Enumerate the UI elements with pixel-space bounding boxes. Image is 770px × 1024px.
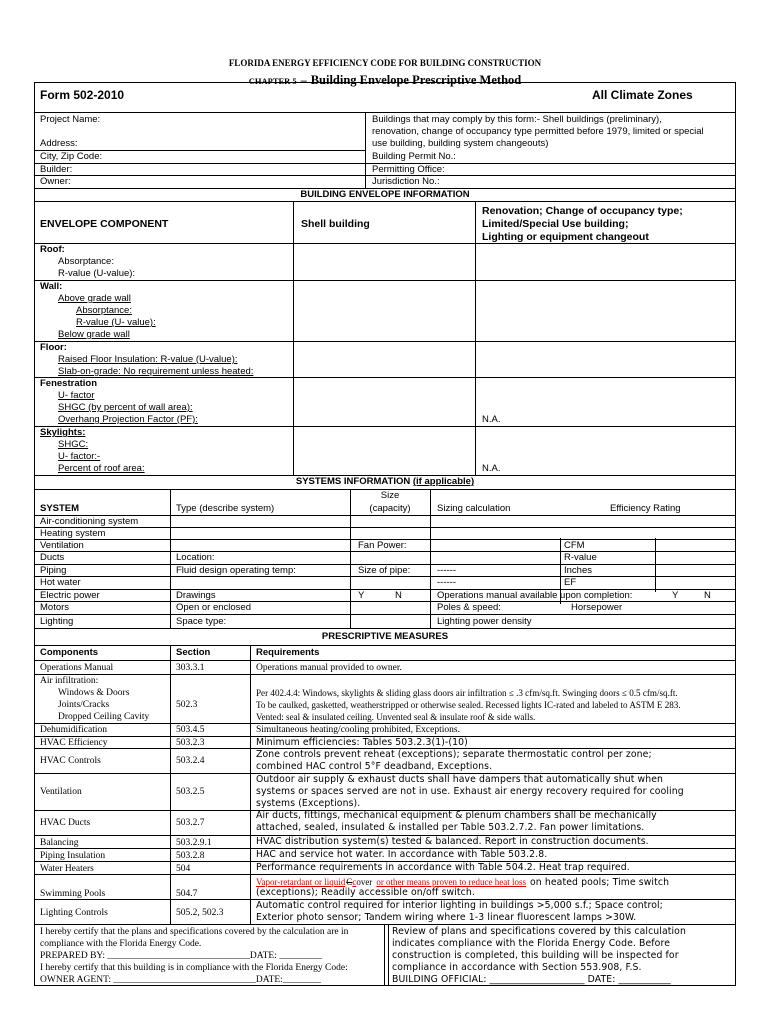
sky-ufactor-label: U- factor:-: [58, 451, 101, 462]
slab-label: Slab-on-grade: No requirement unless heated:: [58, 366, 254, 377]
cert-right-1: Review of plans and specifications covered by this calculation: [392, 926, 686, 937]
rule: [34, 201, 736, 202]
chapter-dash: –: [300, 73, 307, 87]
cfm-label: CFM: [564, 540, 585, 551]
rule: [34, 82, 736, 83]
requirements-heading: Requirements: [256, 647, 320, 658]
comp-hvac-efficiency: HVAC Efficiency: [40, 738, 108, 748]
wall-rvalue-label: R-value (U- value):: [76, 317, 156, 328]
rule: [655, 538, 656, 592]
req-balancing: HVAC distribution system(s) tested & balanced. Report in construction documents.: [256, 836, 649, 847]
roof-rvalue-label: R-value (U-value):: [58, 268, 136, 279]
section-heading: Section: [176, 647, 211, 658]
cert-right-3: construction is completed, this building will be inspected for: [392, 950, 679, 961]
size-pipe-label: Size of pipe:: [358, 565, 411, 576]
comp-windows-doors: Windows & Doors: [58, 688, 130, 698]
rule: [34, 175, 366, 176]
type-heading: Type (describe system): [176, 503, 275, 514]
efficiency-heading: Efficiency Rating: [610, 503, 681, 514]
comp-hvac-controls: HVAC Controls: [40, 756, 101, 766]
components-heading: Components: [40, 647, 99, 658]
pool-other-means-text: or other means proven to reduce heat loss: [376, 877, 527, 887]
cert-right-2: indicates compliance with the Florida Energy Code. Before: [392, 938, 671, 949]
req-piping-insulation: HAC and service hot water. In accordance with Table 503.2.8.: [256, 849, 548, 860]
cert-left-1: I hereby certify that the plans and specifications covered by the calculation are in: [40, 927, 349, 937]
comp-operations-manual: Operations Manual: [40, 663, 114, 673]
renovation-heading-1: Renovation; Change of occupancy type;: [482, 205, 683, 217]
fan-power-label: Fan Power:: [358, 540, 407, 551]
pool-vapor-retardant-text: Vapor-retardant or liquid: [256, 877, 346, 887]
sky-shgc-label: SHGC:: [58, 439, 89, 450]
sec-hvac-controls: 503.2.4: [176, 756, 205, 766]
comp-swimming-pools: Swimming Pools: [40, 889, 106, 899]
systems-title: SYSTEMS INFORMATION: [295, 476, 411, 487]
climate-zones: All Climate Zones: [592, 88, 693, 102]
req-dehumidification: Simultaneous heating/cooling prohibited, Exceptions.: [256, 725, 460, 735]
rule: [34, 674, 736, 675]
rule: [170, 489, 171, 629]
rule: [34, 243, 736, 244]
rule: [388, 924, 389, 986]
sec-piping-insulation: 503.2.8: [176, 851, 205, 861]
pool-inserted-letter: c: [352, 877, 357, 887]
eligibility-line-2: renovation, change of occupancy type permitted before 1979, limited or special: [372, 126, 704, 137]
renovation-heading-2: Limited/Special Use building;: [482, 218, 629, 230]
eligibility-line-3: use building, building system changeouts): [372, 138, 549, 149]
building-official-line: BUILDING OFFICIAL: ____________________ DATE: ___________: [392, 974, 671, 985]
rule: [34, 341, 736, 342]
wall-heading: Wall:: [40, 281, 63, 292]
comp-joints-cracks: Joints/Cracks: [58, 700, 110, 710]
sys-row-heating: Heating system: [40, 528, 106, 539]
raised-floor-label: Raised Floor Insulation: R-value (U-value):: [58, 354, 238, 365]
project-name-label: Project Name:: [40, 114, 101, 125]
sys-row-piping: Piping: [40, 565, 67, 576]
req-ventilation-3: systems (Exceptions).: [256, 798, 361, 809]
sizing-heading: Sizing calculation: [437, 503, 511, 514]
method-title: Building Envelope Prescriptive Method: [310, 73, 522, 87]
na-fenestration: N.A.: [482, 414, 501, 425]
below-grade-wall-label: Below grade wall: [58, 329, 130, 340]
sec-hvac-efficiency: 503.2.3: [176, 738, 205, 748]
sec-water-heaters: 504: [176, 864, 191, 874]
rule: [34, 614, 736, 615]
sec-swimming-pools: 504.7: [176, 889, 198, 899]
address-label: Address:: [40, 138, 78, 149]
chapter-line: [0, 71, 770, 89]
prescriptive-section-title: PRESCRIPTIVE MEASURES: [321, 631, 449, 642]
permit-no-label: Building Permit No.:: [372, 151, 456, 162]
comp-lighting-controls: Lighting Controls: [40, 908, 108, 918]
comp-piping-insulation: Piping Insulation: [40, 851, 106, 861]
envelope-component-heading: ENVELOPE COMPONENT: [40, 218, 169, 230]
sec-ventilation: 503.2.5: [176, 787, 205, 797]
shell-building-heading: Shell building: [301, 218, 370, 230]
sys-row-hot-water: Hot water: [40, 577, 81, 588]
owner-label: Owner:: [40, 176, 71, 187]
req-ventilation-2: systems or spaces served are not in use. Exhaust air energy recovery required for cooling: [256, 786, 684, 797]
wall-absorptance-label: Absorptance:: [76, 305, 132, 316]
rule: [34, 150, 366, 151]
cert-left-2: compliance with the Florida Energy Code.: [40, 939, 202, 949]
permitting-office-label: Permitting Office:: [372, 164, 445, 175]
floor-heading: Floor:: [40, 342, 67, 353]
sec-operations-manual: 303.3.1: [176, 663, 205, 673]
comp-water-heaters: Water Heaters: [40, 864, 94, 874]
na-skylights: N.A.: [482, 463, 501, 474]
fluid-temp-label: Fluid design operating temp:: [176, 565, 296, 576]
rule: [34, 515, 736, 516]
pool-time-switch-text: on heated pools; Time switch: [530, 877, 670, 888]
fenestration-heading: Fenestration: [40, 378, 98, 389]
rule: [34, 660, 736, 661]
rule: [34, 112, 736, 113]
rule: [34, 426, 736, 427]
sec-lighting-controls: 505.2, 502.3: [176, 908, 224, 918]
dash-2: ------: [437, 577, 456, 588]
req-swimming-pools-2: (exceptions); Readily accessible on/off switch.: [256, 887, 475, 898]
req-air-infiltration-2: To be caulked, gasketted, weatherstripped or otherwise sealed. Recessed lights IC-rated and labeled to ASTM E 283.: [256, 700, 681, 710]
rule: [430, 489, 431, 629]
poles-speed-label: Poles & speed:: [437, 602, 501, 613]
rule: [170, 645, 171, 925]
req-hvac-controls-1: Zone controls prevent reheat (exceptions); separate thermostatic control per zone;: [256, 749, 652, 760]
open-enclosed-label: Open or enclosed: [176, 602, 251, 613]
rule: [384, 924, 385, 986]
rule: [366, 163, 736, 164]
fen-shgc-label: SHGC (by percent of wall area):: [58, 402, 193, 413]
pool-over-text: over: [356, 877, 373, 887]
rule: [34, 924, 736, 925]
rule: [735, 82, 736, 986]
eligibility-line-1: Buildings that may comply by this form:- Shell buildings (preliminary),: [372, 114, 662, 125]
fen-ufactor-label: U- factor: [58, 390, 95, 401]
cert-right-4: compliance in accordance with Section 553.908, F.S.: [392, 962, 642, 973]
ef-label: EF: [564, 577, 577, 588]
drawings-label: Drawings: [176, 590, 216, 601]
req-hvac-ducts-1: Air ducts, fittings, mechanical equipment & plenum chambers shall be mechanically: [256, 810, 657, 821]
sys-row-lighting: Lighting: [40, 616, 74, 627]
rule: [34, 82, 35, 986]
rule: [366, 175, 736, 176]
rule: [34, 628, 736, 629]
sky-roof-percent-label: Percent of roof area:: [58, 463, 145, 474]
location-label: Location:: [176, 552, 215, 563]
req-water-heaters: Performance requirements in accordance with Table 504.2. Heat trap required.: [256, 862, 630, 873]
comp-balancing: Balancing: [40, 838, 79, 848]
rule: [34, 645, 736, 646]
roof-absorptance-label: Absorptance:: [58, 256, 114, 267]
owner-agent-line: OWNER AGENT: ______________________________DATE:________: [40, 975, 321, 985]
rule: [34, 527, 736, 528]
req-hvac-ducts-2: attached, sealed, insulated & installed per Table 503.2.7.2. Fan power limitations.: [256, 822, 645, 833]
sec-hvac-ducts: 503.2.7: [176, 818, 205, 828]
ops-manual-no: N: [704, 590, 711, 601]
ops-manual-yes: Y: [672, 590, 679, 601]
rule: [34, 377, 736, 378]
rule: [250, 645, 251, 925]
req-lighting-controls-1: Automatic control required for interior lighting in buildings >5,000 s.f.; Space control;: [256, 900, 663, 911]
drawings-no: N: [395, 590, 402, 601]
chapter-label: CHAPTER 5: [248, 76, 297, 86]
envelope-section-title: BUILDING ENVELOPE INFORMATION: [300, 189, 470, 200]
systems-subtitle: (if applicable): [412, 476, 475, 487]
renovation-heading-3: Lighting or equipment changeout: [482, 231, 649, 243]
comp-ventilation: Ventilation: [40, 787, 82, 797]
sec-air-infiltration: 502.3: [176, 700, 198, 710]
req-hvac-efficiency: Minimum efficiencies: Tables 503.2.3(1)-(10): [256, 737, 468, 748]
cert-left-4: I hereby certify that this building is in compliance with the Florida Energy Code:: [40, 963, 348, 973]
horsepower-label: Horsepower: [571, 602, 623, 613]
sec-balancing: 503.2.9.1: [176, 838, 212, 848]
system-heading: SYSTEM: [40, 503, 80, 514]
form-number: Form 502-2010: [40, 88, 125, 102]
req-lighting-controls-2: Exterior photo sensor; Tandem wiring where 1-3 linear fluorescent lamps >30W.: [256, 912, 637, 923]
jurisdiction-label: Jurisdiction No.:: [372, 176, 440, 187]
roof-heading: Roof:: [40, 244, 65, 255]
skylights-heading: Skylights:: [40, 427, 86, 438]
pool-struck-letter: C: [346, 877, 353, 887]
systems-section-title: [34, 476, 736, 488]
prepared-by-line: PREPARED BY: ______________________________DATE: _________: [40, 951, 322, 961]
code-title: FLORIDA ENERGY EFFICIENCY CODE FOR BUILDING CONSTRUCTION: [228, 58, 542, 68]
sys-row-ac: Air-conditioning system: [40, 516, 139, 527]
rvalue-label: R-value: [564, 552, 597, 563]
size-heading-1: Size: [380, 490, 400, 501]
drawings-yes: Y: [358, 590, 365, 601]
space-type-label: Space type:: [176, 616, 227, 627]
inches-label: Inches: [564, 565, 592, 576]
req-hvac-controls-2: combined HAC control 5°F deadband, Exceptions.: [256, 761, 493, 772]
sys-row-motors: Motors: [40, 602, 70, 613]
rule: [34, 280, 736, 281]
city-zip-label: City, Zip Code:: [40, 151, 103, 162]
comp-dehumidification: Dehumidification: [40, 725, 108, 735]
req-air-infiltration-3: Vented: seal & insulated ceiling. Unvented seal & insulate roof & side walls.: [256, 712, 536, 722]
req-operations-manual: Operations manual provided to owner.: [256, 663, 402, 673]
ops-manual-label: Operations manual available upon completion:: [437, 590, 633, 601]
above-grade-wall-label: Above grade wall: [58, 293, 131, 304]
req-air-infiltration-1: Per 402.4.4: Windows, skylights & sliding glass doors air infiltration ≤ .3 cfm/sq.ft. Swinging doors ≤ 0.5 cfm/sq.ft.: [256, 688, 678, 698]
sys-row-ventilation: Ventilation: [40, 540, 84, 551]
sys-row-electric: Electric power: [40, 590, 100, 601]
comp-hvac-ducts: HVAC Ducts: [40, 818, 91, 828]
comp-dropped-ceiling: Dropped Ceiling Cavity: [58, 712, 150, 722]
size-heading-2: (capacity): [369, 503, 411, 514]
overhang-pf-label: Overhang Projection Factor (PF):: [58, 414, 198, 425]
dash-1: ------: [437, 565, 456, 576]
rule: [34, 163, 366, 164]
req-ventilation-1: Outdoor air supply & exhaust ducts shall have dampers that automatically shut when: [256, 774, 664, 785]
builder-label: Builder:: [40, 164, 73, 175]
comp-air-infiltration: Air infiltration:: [40, 676, 99, 686]
sys-row-ducts: Ducts: [40, 552, 65, 563]
lpd-label: Lighting power density: [437, 616, 532, 627]
sec-dehumidification: 503.4.5: [176, 725, 205, 735]
